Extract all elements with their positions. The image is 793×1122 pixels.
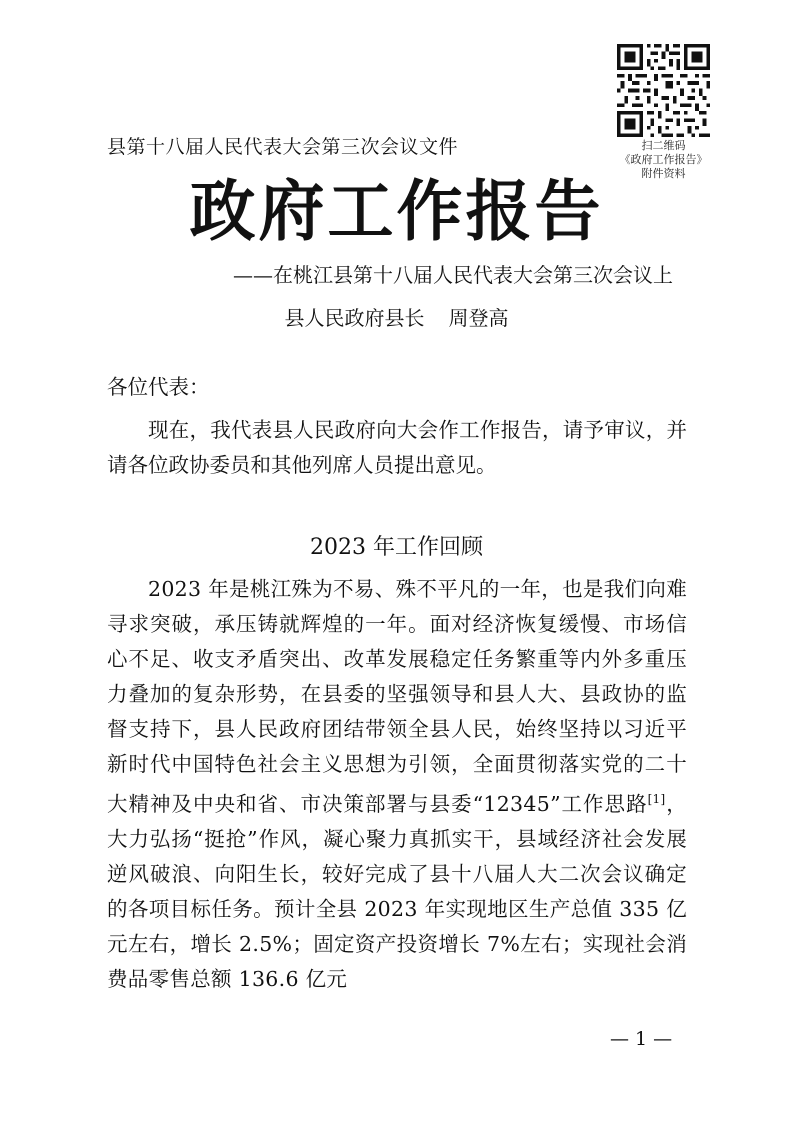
speaker-name: 周登高 bbox=[448, 306, 509, 330]
speaker-role: 县人民政府县长 bbox=[284, 306, 425, 330]
footnote-marker[interactable]: [1] bbox=[647, 792, 666, 806]
qr-caption-line: 《政府工作报告》 bbox=[619, 153, 708, 166]
qr-code bbox=[617, 44, 710, 137]
opening-paragraph: 现在，我代表县人民政府向大会作工作报告，请予审议，并请各位政协委员和其他列席人员提出意见。 bbox=[107, 418, 687, 477]
review-paragraph-text: 2023 年是桃江殊为不易、殊不平凡的一年，也是我们向难寻求突破，承压铸就辉煌的一年。面对经济恢复缓慢、市场信心不足、收支矛盾突出、改革发展稳定任务繁重等内外多重压力叠加的复杂形势，在县委的坚强领导和县人大、县政协的监督支持下，县人民政府团结带领全县人民，始终坚持以习近平新时代中国特色社会主义思想为引领，全面贯彻落实党的二十大精神及中央和省、市决策部署与县委“12345”工作思路 bbox=[107, 577, 687, 816]
review-paragraph bbox=[107, 572, 687, 997]
qr-caption-line: 附件资料 bbox=[641, 167, 686, 180]
document-title: 政府工作报告 bbox=[189, 173, 604, 250]
review-paragraph-text-continued: ，大力弘扬“挺抢”作风，凝心聚力真抓实干，县域经济社会发展逆风破浪、向阳生长，较好完成了县十八届人大二次会议确定的各项目标任务。预计全县 2023 年实现地区生产总值 335 亿元左右，增长 2.5%；固定资产投资增长 7%左右；实现社会消费品零售总额 136.6 亿元 bbox=[107, 791, 687, 991]
document-header: 县第十八届人民代表大会第三次会议文件 bbox=[107, 136, 459, 158]
speaker-line bbox=[0, 302, 793, 331]
document-subtitle: ——在桃江县第十八届人民代表大会第三次会议上 bbox=[233, 263, 673, 287]
page-number: — 1 — bbox=[610, 1028, 673, 1050]
section-heading: 2023 年工作回顾 bbox=[310, 535, 483, 560]
salutation: 各位代表： bbox=[107, 375, 210, 399]
qr-caption-line: 扫二维码 bbox=[641, 139, 686, 152]
